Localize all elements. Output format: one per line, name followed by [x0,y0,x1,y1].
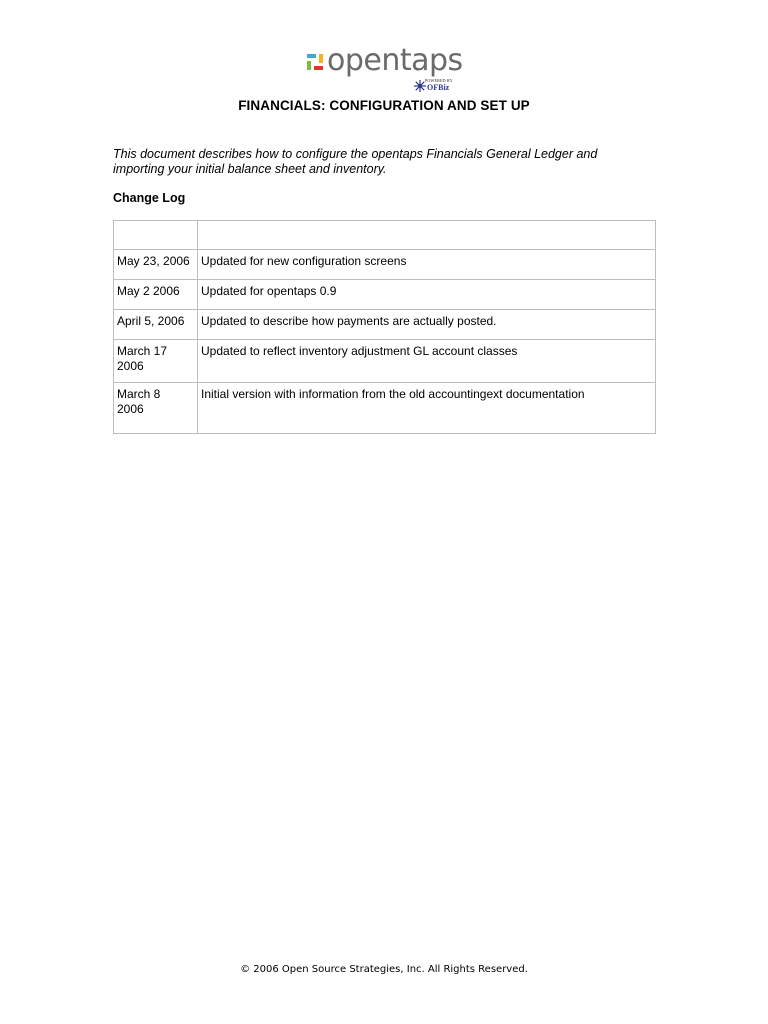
header-cell-description [198,221,656,250]
table-row [114,340,656,383]
change-log-heading: Change Log [113,191,186,205]
description-cell: Updated to reflect inventory adjustment GL account classes [198,340,656,383]
intro-line: importing your initial balance sheet and inventory. [113,162,387,176]
table-row [114,310,656,340]
opentaps-logo [307,43,467,96]
description-cell: Updated for new configuration screens [198,250,656,280]
description-cell: Updated to describe how payments are actually posted. [198,310,656,340]
table-row [114,280,656,310]
logo-wordmark: opentaps [327,43,463,78]
powered-by-ofbiz [413,78,473,94]
description-cell: Initial version with information from the old accountingext documentation [198,383,656,434]
date-cell: March 8 2006 [114,383,198,434]
date-cell: April 5, 2006 [114,310,198,340]
document-title: FINANCIALS: CONFIGURATION AND SET UP [238,98,530,113]
description-cell: Updated for opentaps 0.9 [198,280,656,310]
date-cell: March 17 2006 [114,340,198,383]
intro-paragraph [113,147,633,177]
ofbiz-label: OFBiz [427,83,450,92]
date-cell: May 2 2006 [114,280,198,310]
opentaps-logo-mark-icon [307,54,323,70]
table-header-row [114,221,656,250]
intro-line: This document describes how to configure the opentaps Financials General Ledger and [113,147,598,161]
table-row [114,383,656,434]
date-cell: May 23, 2006 [114,250,198,280]
change-log-table [113,220,656,434]
copyright-footer: © 2006 Open Source Strategies, Inc. All Rights Reserved. [240,964,528,975]
table-row [114,250,656,280]
powered-by-label: POWERED BY [425,78,453,83]
header-cell-date [114,221,198,250]
